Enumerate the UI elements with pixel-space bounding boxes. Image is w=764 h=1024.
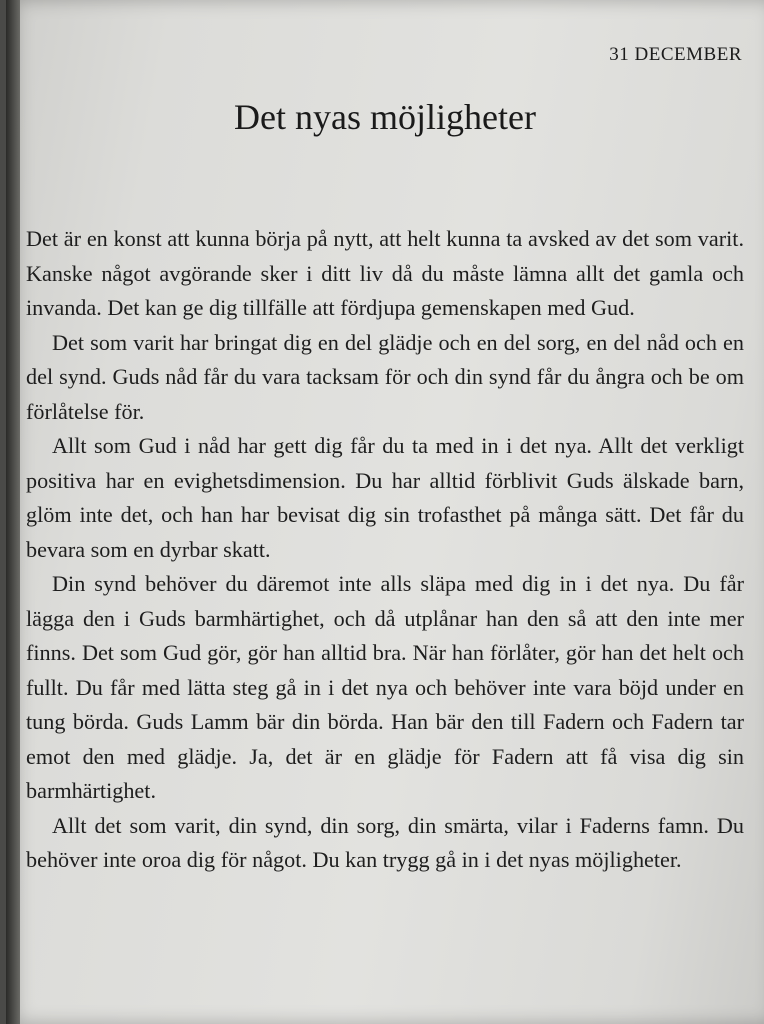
paragraph-4: Din synd behöver du däremot inte alls släpa med dig in i det nya. Du får lägga den i Guds barmhärtighet, och då utplånar han den så att den inte mer finns. Det som Gud gör, gör han alltid bra. När han förlåter, gör han det helt och fullt. Du får med lätta steg gå in i det nya och behöver inte vara böjd under en tung börda. Guds Lamm bär din börda. Han bär den till Fadern och Fadern tar emot den med glädje. Ja, det är en glädje för Fadern att få visa dig sin barmhärtighet.	[26, 571, 744, 803]
paragraph-1: Det är en konst att kunna börja på nytt, att helt kunna ta avsked av det som varit. Kanske något avgörande sker i ditt liv då du måste lämna allt det gamla och invanda. Det kan ge dig tillfälle att fördjupa gemenskapen med Gud.	[26, 226, 744, 320]
page-title: Det nyas möjligheter	[234, 97, 536, 137]
body-text	[26, 222, 744, 878]
page-date: 31 DECEMBER	[609, 44, 742, 65]
book-spine-shadow	[6, 0, 20, 1024]
book-page	[6, 0, 764, 1024]
paragraph-3: Allt som Gud i nåd har gett dig får du ta med in i det nya. Allt det verkligt positiva har en evighetsdimension. Du har alltid förblivit Guds älskade barn, glöm inte det, och han har bevisat dig sin trofasthet på många sätt. Det får du bevara som en dyrbar skatt.	[26, 433, 744, 562]
paragraph-2: Det som varit har bringat dig en del glädje och en del sorg, en del nåd och en del synd. Guds nåd får du vara tacksam för och din synd får du ångra och be om förlåtelse för.	[26, 329, 744, 424]
paragraph-5: Allt det som varit, din synd, din sorg, din smärta, vilar i Faderns famn. Du behöver inte oroa dig för något. Du kan trygg gå in i det nyas möjligheter.	[26, 812, 744, 872]
